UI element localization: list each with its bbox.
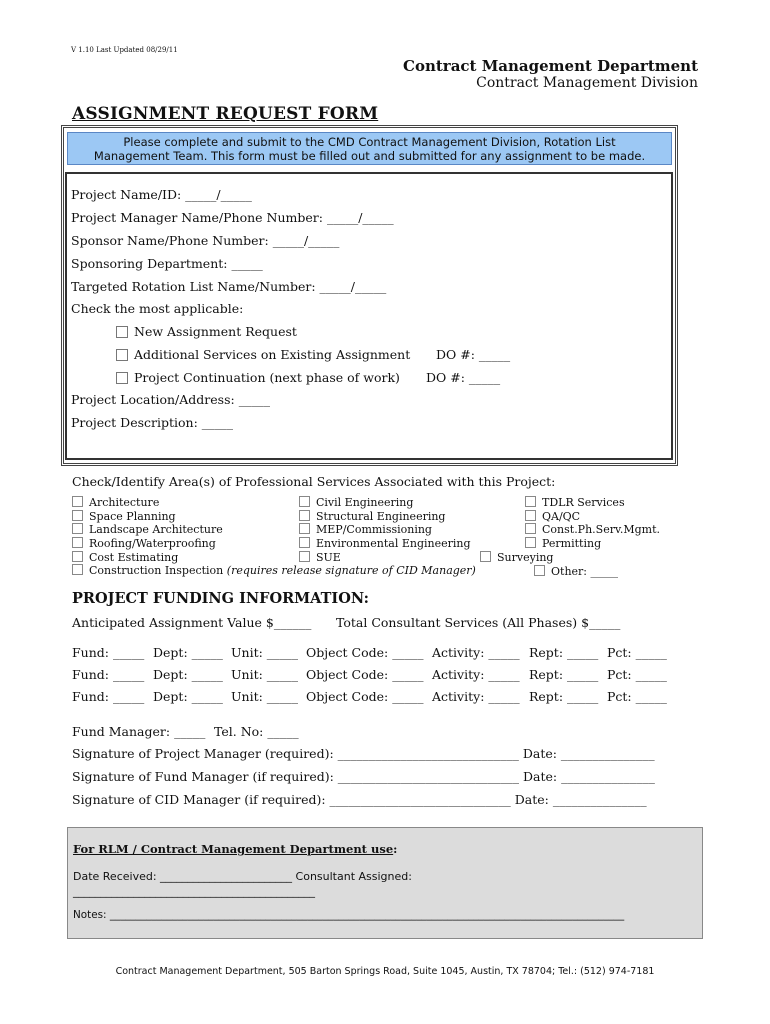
- checkbox[interactable]: [72, 496, 83, 507]
- service-item-construction-inspection[interactable]: [72, 564, 476, 578]
- dept-field[interactable]: Dept: _____: [153, 689, 223, 704]
- office-use-colon: :: [393, 842, 398, 856]
- tel-field[interactable]: Tel. No: _____: [214, 724, 299, 739]
- project-manager-field[interactable]: Project Manager Name/Phone Number: _____/_____: [71, 210, 394, 225]
- service-item[interactable]: [299, 496, 471, 510]
- service-label: Construction Inspection: [89, 564, 224, 578]
- checkbox[interactable]: [525, 523, 536, 534]
- service-item[interactable]: [299, 523, 471, 537]
- checkbox[interactable]: [116, 349, 128, 361]
- service-label: Architecture: [89, 496, 160, 509]
- signature-cid-manager[interactable]: Signature of CID Manager (if required): _____________________________ Date: _______________: [72, 792, 647, 807]
- unit-field[interactable]: Unit: _____: [231, 667, 299, 682]
- footer-address: Contract Management Department, 505 Barton Springs Road, Suite 1045, Austin, TX 78704; Tel.: (512) 974-7181: [115, 966, 655, 977]
- services-heading: Check/Identify Area(s) of Professional Services Associated with this Project:: [72, 474, 556, 489]
- checkbox[interactable]: [72, 537, 83, 548]
- service-item[interactable]: [525, 523, 660, 537]
- services-column-2: [299, 496, 471, 564]
- checkbox[interactable]: [299, 523, 310, 534]
- option-label: New Assignment Request: [134, 324, 297, 339]
- construction-note: (requires release signature of CID Manager): [226, 564, 476, 578]
- service-label: SUE: [316, 550, 341, 564]
- instructions-banner: [67, 132, 672, 165]
- checkbox[interactable]: [72, 510, 83, 521]
- fund-field[interactable]: Fund: _____: [72, 645, 145, 660]
- checkbox[interactable]: [480, 551, 491, 562]
- funding-heading: PROJECT FUNDING INFORMATION:: [72, 590, 369, 607]
- activity-field[interactable]: Activity: _____: [432, 689, 520, 704]
- checkbox[interactable]: [299, 551, 310, 562]
- service-label: Structural Engineering: [316, 509, 446, 523]
- fund-field[interactable]: Fund: _____: [72, 689, 145, 704]
- department-title: Contract Management Department: [403, 57, 698, 75]
- service-item[interactable]: [299, 537, 471, 551]
- checkbox[interactable]: [525, 537, 536, 548]
- consultant-assigned-line[interactable]: ____________________________________________: [73, 885, 315, 898]
- service-label: QA/QC: [542, 509, 581, 523]
- option-new-assignment[interactable]: [116, 324, 297, 339]
- checkbox[interactable]: [525, 510, 536, 521]
- checkbox[interactable]: [299, 496, 310, 507]
- service-label: Landscape Architecture: [89, 523, 223, 537]
- service-label: Environmental Engineering: [316, 537, 471, 551]
- checkbox[interactable]: [72, 564, 83, 575]
- object-code-field[interactable]: Object Code: _____: [306, 667, 424, 682]
- unit-field[interactable]: Unit: _____: [231, 689, 299, 704]
- dept-field[interactable]: Dept: _____: [153, 645, 223, 660]
- service-item[interactable]: [525, 537, 660, 551]
- fund-field[interactable]: Fund: _____: [72, 667, 145, 682]
- notes-field[interactable]: Notes: ___________________________________________________________________________________________________: [73, 909, 625, 921]
- total-consultant-field[interactable]: Total Consultant Services (All Phases) $_____: [336, 615, 621, 630]
- service-label: Civil Engineering: [316, 496, 414, 509]
- continuation-do-field[interactable]: DO #: _____: [426, 370, 501, 385]
- project-location-field[interactable]: Project Location/Address: _____: [71, 392, 270, 407]
- dept-field[interactable]: Dept: _____: [153, 667, 223, 682]
- checkbox[interactable]: [72, 523, 83, 534]
- instructions-line-1: Please complete and submit to the CMD Contract Management Division, Rotation List: [123, 135, 616, 149]
- rept-field[interactable]: Rept: _____: [529, 667, 599, 682]
- signature-fund-manager[interactable]: Signature of Fund Manager (if required): _____________________________ Date: _______________: [72, 769, 655, 784]
- service-label: Other: _____: [551, 565, 618, 578]
- object-code-field[interactable]: Object Code: _____: [306, 689, 424, 704]
- rotation-list-field[interactable]: Targeted Rotation List Name/Number: _____/_____: [71, 279, 387, 294]
- option-additional-services[interactable]: [116, 347, 410, 362]
- service-item-other[interactable]: [534, 565, 618, 578]
- activity-field[interactable]: Activity: _____: [432, 645, 520, 660]
- service-item[interactable]: [525, 510, 660, 524]
- checkbox[interactable]: [116, 326, 128, 338]
- service-label: MEP/Commissioning: [316, 523, 432, 537]
- checkbox[interactable]: [299, 537, 310, 548]
- pct-field[interactable]: Pct: _____: [607, 689, 667, 704]
- check-applicable-label: Check the most applicable:: [71, 301, 244, 316]
- checkbox[interactable]: [299, 510, 310, 521]
- instructions-line-2: Management Team. This form must be filled out and submitted for any assignment to be made.: [93, 149, 646, 163]
- checkbox[interactable]: [525, 496, 536, 507]
- checkbox[interactable]: [72, 551, 83, 562]
- option-project-continuation[interactable]: [116, 370, 400, 385]
- project-description-field[interactable]: Project Description: _____: [71, 415, 234, 430]
- checkbox[interactable]: [534, 565, 545, 576]
- division-title: Contract Management Division: [476, 75, 698, 91]
- activity-field[interactable]: Activity: _____: [432, 667, 520, 682]
- service-item[interactable]: [299, 551, 471, 565]
- sponsoring-department-field[interactable]: Sponsoring Department: _____: [71, 256, 263, 271]
- form-title: ASSIGNMENT REQUEST FORM: [72, 104, 379, 124]
- anticipated-value-field[interactable]: Anticipated Assignment Value $______: [72, 615, 312, 630]
- version-text: V 1.10 Last Updated 08/29/11: [71, 46, 178, 54]
- service-item-surveying[interactable]: [480, 551, 553, 564]
- service-label: Const.Ph.Serv.Mgmt.: [542, 523, 661, 537]
- option-label: Additional Services on Existing Assignment: [134, 347, 411, 362]
- service-item[interactable]: [299, 510, 471, 524]
- rept-field[interactable]: Rept: _____: [529, 689, 599, 704]
- service-item[interactable]: [525, 496, 660, 510]
- service-label: Space Planning: [89, 509, 176, 523]
- option-label: Project Continuation (next phase of work): [134, 370, 400, 385]
- object-code-field[interactable]: Object Code: _____: [306, 645, 424, 660]
- unit-field[interactable]: Unit: _____: [231, 645, 299, 660]
- service-label: Cost Estimating: [89, 550, 179, 564]
- rept-field[interactable]: Rept: _____: [529, 645, 599, 660]
- service-label: TDLR Services: [542, 496, 625, 509]
- project-name-field[interactable]: Project Name/ID: _____/_____: [71, 187, 252, 202]
- office-use-title-text: For RLM / Contract Management Department use: [73, 842, 394, 856]
- office-use-title: [73, 842, 397, 856]
- pct-field[interactable]: Pct: _____: [607, 645, 667, 660]
- service-label: Roofing/Waterproofing: [89, 537, 216, 551]
- additional-do-field[interactable]: DO #: _____: [436, 347, 511, 362]
- service-label: Surveying: [497, 551, 554, 564]
- checkbox[interactable]: [116, 372, 128, 384]
- pct-field[interactable]: Pct: _____: [607, 667, 667, 682]
- services-column-3: [525, 496, 660, 551]
- sponsor-field[interactable]: Sponsor Name/Phone Number: _____/_____: [71, 233, 340, 248]
- signature-project-manager[interactable]: Signature of Project Manager (required): _____________________________ Date: _______________: [72, 746, 655, 761]
- date-received-field[interactable]: Date Received: ________________________ Consultant Assigned:: [73, 870, 412, 883]
- fund-manager-field[interactable]: Fund Manager: _____: [72, 724, 206, 739]
- service-label: Permitting: [542, 537, 602, 551]
